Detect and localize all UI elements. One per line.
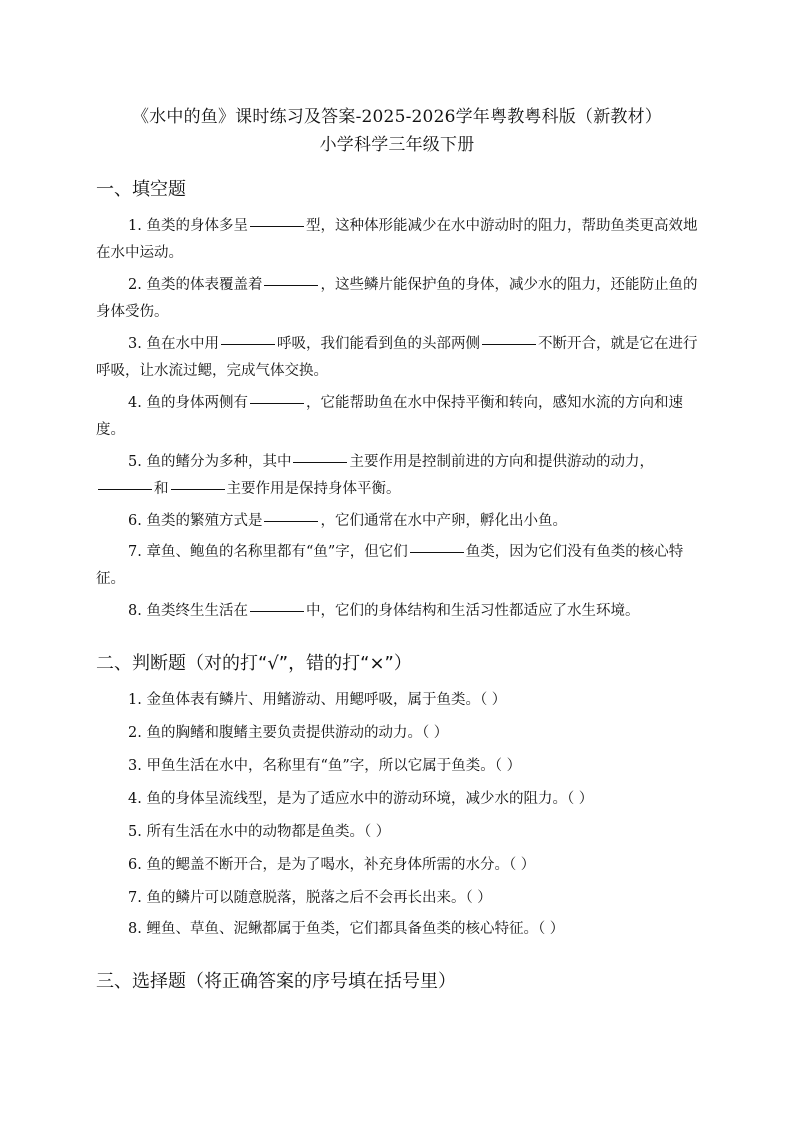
fill-blank-question-6 xyxy=(96,508,698,535)
question-number: 8. xyxy=(128,921,142,937)
question-text: ，它们通常在水中产卵，孵化出小鱼。 xyxy=(320,513,567,529)
answer-blank[interactable] xyxy=(250,225,304,227)
question-text: 甲鱼生活在水中，名称里有“鱼”字，所以它属于鱼类。（ ） xyxy=(146,758,522,774)
question-text: 鱼的鳍分为多种，其中 xyxy=(146,454,292,470)
question-number: 7. xyxy=(128,544,142,560)
question-text: 鱼的鳞片可以随意脱落，脱落之后不会再长出来。（ ） xyxy=(146,890,492,906)
answer-blank[interactable] xyxy=(410,551,464,553)
question-text: 鱼类终生生活在 xyxy=(146,603,248,619)
question-text: 金鱼体表有鳞片、用鳍游动、用鳃呼吸，属于鱼类。（ ） xyxy=(146,692,507,708)
question-text: 鱼的胸鳍和腹鳍主要负责提供游动的动力。（ ） xyxy=(146,725,449,741)
true-false-question-8 xyxy=(128,917,728,941)
true-false-question-1 xyxy=(128,688,728,712)
section-heading-true-false: 二、判断题（对的打“√”，错的打“×”） xyxy=(96,653,412,674)
question-text: 中，它们的身体结构和生活习性都适应了水生环境。 xyxy=(305,603,640,619)
question-text: 鱼类的繁殖方式是 xyxy=(146,513,263,529)
question-number: 6. xyxy=(128,857,142,873)
true-false-question-6 xyxy=(128,853,728,877)
question-text: 鱼在水中用 xyxy=(146,336,219,352)
fill-blank-question-7 xyxy=(96,539,698,593)
question-number: 5. xyxy=(128,454,142,470)
question-number: 1. xyxy=(128,692,142,708)
answer-blank[interactable] xyxy=(293,461,347,463)
answer-blank[interactable] xyxy=(250,402,304,404)
question-text: 鱼类的身体多呈 xyxy=(146,218,248,234)
question-number: 2. xyxy=(128,725,142,741)
question-number: 5. xyxy=(128,824,142,840)
question-text: ，这些鳞片能保护鱼的身体，减少水的阻力，还能防止鱼的身体受伤。 xyxy=(96,277,698,320)
question-number: 4. xyxy=(128,791,142,807)
answer-blank[interactable] xyxy=(221,343,275,345)
section-heading-fill-blank: 一、填空题 xyxy=(96,179,186,200)
fill-blank-question-8 xyxy=(96,598,698,625)
question-text: 主要作用是保持身体平衡。 xyxy=(226,481,401,497)
answer-blank[interactable] xyxy=(98,488,152,490)
true-false-question-7 xyxy=(128,886,728,910)
answer-blank[interactable] xyxy=(264,284,318,286)
question-text: 不断开合，就是它在进行呼吸，让水流过鳃，完成气体交换。 xyxy=(96,336,698,379)
question-text: 鱼的鳃盖不断开合，是为了喝水，补充身体所需的水分。（ ） xyxy=(146,857,536,873)
document-title-line-2: 小学科学三年级下册 xyxy=(319,135,475,155)
question-text: 呼吸，我们能看到鱼的头部两侧 xyxy=(276,336,480,352)
true-false-question-5 xyxy=(128,820,728,844)
true-false-question-4 xyxy=(128,787,728,811)
fill-blank-question-3 xyxy=(96,331,698,385)
question-text: 鱼的身体呈流线型，是为了适应水中的游动环境，减少水的阻力。（ ） xyxy=(146,791,594,807)
question-text: 鲤鱼、草鱼、泥鳅都属于鱼类，它们都具备鱼类的核心特征。（ ） xyxy=(146,921,565,937)
answer-blank[interactable] xyxy=(250,610,304,612)
question-text: 章鱼、鲍鱼的名称里都有“鱼”字，但它们 xyxy=(146,544,408,560)
question-text: 鱼的身体两侧有 xyxy=(146,395,248,411)
document-title-line-1: 《水中的鱼》课时练习及答案-2025-2026学年粤教粤科版（新教材） xyxy=(131,107,662,127)
question-number: 3. xyxy=(128,336,142,352)
question-number: 3. xyxy=(128,758,142,774)
question-text: ，它能帮助鱼在水中保持平衡和转向，感知水流的方向和速度。 xyxy=(96,395,683,438)
fill-blank-question-4 xyxy=(96,390,698,444)
question-text: 主要作用是控制前进的方向和提供游动的动力， xyxy=(349,454,654,470)
question-number: 8. xyxy=(128,603,142,619)
section-heading-multiple-choice: 三、选择题（将正确答案的序号填在括号里） xyxy=(96,971,456,992)
question-number: 2. xyxy=(128,277,142,293)
fill-blank-question-1 xyxy=(96,213,698,267)
question-number: 7. xyxy=(128,890,142,906)
answer-blank[interactable] xyxy=(264,520,318,522)
question-number: 1. xyxy=(128,218,142,234)
true-false-question-3 xyxy=(128,754,728,778)
question-text: 鱼类，因为它们没有鱼类的核心特征。 xyxy=(96,544,684,587)
question-text: 鱼类的体表覆盖着 xyxy=(146,277,263,293)
question-text: 型，这种体形能减少在水中游动时的阻力，帮助鱼类更高效地在水中运动。 xyxy=(96,218,698,261)
fill-blank-question-2 xyxy=(96,272,698,326)
question-text: 和 xyxy=(154,481,169,497)
answer-blank[interactable] xyxy=(482,343,536,345)
fill-blank-question-5 xyxy=(96,449,698,503)
question-text: 所有生活在水中的动物都是鱼类。（ ） xyxy=(146,824,391,840)
true-false-question-2 xyxy=(128,721,728,745)
answer-blank[interactable] xyxy=(171,488,225,490)
question-number: 6. xyxy=(128,513,142,529)
question-number: 4. xyxy=(128,395,142,411)
